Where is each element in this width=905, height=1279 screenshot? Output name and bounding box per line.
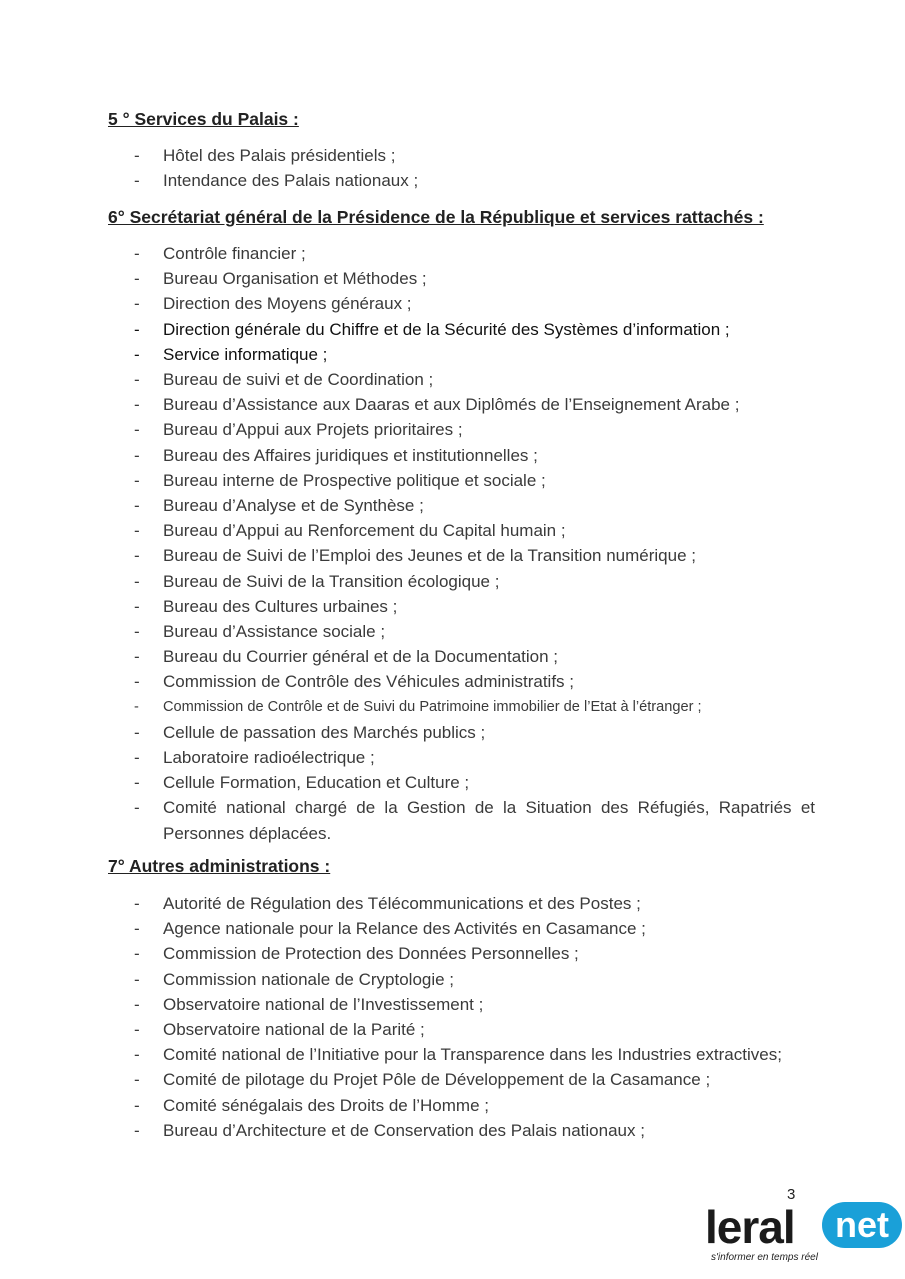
list-item: - Agence nationale pour la Relance des Activités en Casamance ; — [134, 919, 646, 939]
section-heading-secretariat-general: 6° Secrétariat général de la Présidence de la République et services rattachés : — [108, 207, 764, 227]
list-item: - Comité de pilotage du Projet Pôle de Développement de la Casamance ; — [134, 1070, 711, 1090]
list-item: - Bureau du Courrier général et de la Documentation ; — [134, 647, 559, 667]
list-item: - Bureau des Affaires juridiques et institutionnelles ; — [134, 445, 538, 465]
list-item: - Service informatique ; — [134, 344, 328, 364]
page-number: 3 — [787, 1186, 796, 1203]
list-item: - Bureau Organisation et Méthodes ; — [134, 269, 427, 289]
list-item: - Bureau de Suivi de la Transition écologique ; — [134, 571, 500, 591]
section-heading-services-palais: 5 ° Services du Palais : — [108, 109, 299, 129]
list-item: - Commission de Contrôle et de Suivi du Patrimoine immobilier de l’Etat à l’étranger ; — [134, 698, 702, 715]
list-item: - Bureau d’Appui aux Projets prioritaires ; — [134, 420, 463, 440]
list-item: - Cellule Formation, Education et Culture ; — [134, 773, 470, 793]
list-item: - Observatoire national de la Parité ; — [134, 1020, 425, 1040]
list-item: - Contrôle financier ; — [134, 244, 306, 263]
list-item: - Observatoire national de l’Investissement ; — [134, 994, 484, 1014]
list-item: - Bureau interne de Prospective politique et sociale ; — [134, 470, 546, 490]
list-item: - Direction générale du Chiffre et de la Sécurité des Systèmes d’information ; — [134, 319, 730, 339]
logo-tagline: s'informer en temps réel — [711, 1252, 818, 1263]
section-list-secretariat-general — [0, 241, 815, 846]
list-item: - Comité national de l’Initiative pour la Transparence dans les Industries extractives; — [134, 1045, 782, 1065]
section-list-autres-administrations — [0, 891, 815, 1143]
list-item: - Cellule de passation des Marchés publics ; — [134, 722, 486, 742]
list-item: - Comité national chargé de la Gestion de la Situation des Réfugiés, Rapatriés et Personnes déplacées. — [134, 798, 815, 843]
list-item: - Commission nationale de Cryptologie ; — [134, 969, 455, 989]
list-item: - Laboratoire radioélectrique ; — [134, 748, 375, 768]
list-item: - Bureau de suivi et de Coordination ; — [134, 370, 434, 390]
list-item: - Direction des Moyens généraux ; — [134, 294, 412, 314]
section-heading-autres-administrations: 7° Autres administrations : — [108, 856, 331, 876]
list-item: - Bureau d’Analyse et de Synthèse ; — [134, 496, 424, 516]
list-item: - Hôtel des Palais présidentiels ; — [134, 146, 396, 165]
logo-word: leral — [705, 1201, 795, 1253]
list-item: - Bureau de Suivi de l’Emploi des Jeunes et de la Transition numérique ; — [134, 546, 696, 566]
list-item: - Bureau d’Assistance sociale ; — [134, 622, 386, 642]
list-item: - Intendance des Palais nationaux ; — [134, 171, 419, 191]
leralnet-logo — [705, 1200, 905, 1270]
list-item: - Bureau d’Assistance aux Daaras et aux Diplômés de l’Enseignement Arabe ; — [134, 395, 740, 415]
section-list-services-palais — [0, 143, 815, 193]
list-item: - Commission de Contrôle des Véhicules administratifs ; — [134, 672, 575, 692]
list-item: - Bureau d’Appui au Renforcement du Capital humain ; — [134, 521, 566, 541]
list-item: - Commission de Protection des Données Personnelles ; — [134, 944, 579, 964]
list-item: - Comité sénégalais des Droits de l’Homme ; — [134, 1095, 489, 1115]
list-item: - Bureau d’Architecture et de Conservation des Palais nationaux ; — [134, 1120, 645, 1140]
list-item: - Autorité de Régulation des Télécommunications et des Postes ; — [134, 894, 641, 913]
logo-badge: net — [822, 1202, 902, 1248]
list-item: - Bureau des Cultures urbaines ; — [134, 596, 398, 616]
